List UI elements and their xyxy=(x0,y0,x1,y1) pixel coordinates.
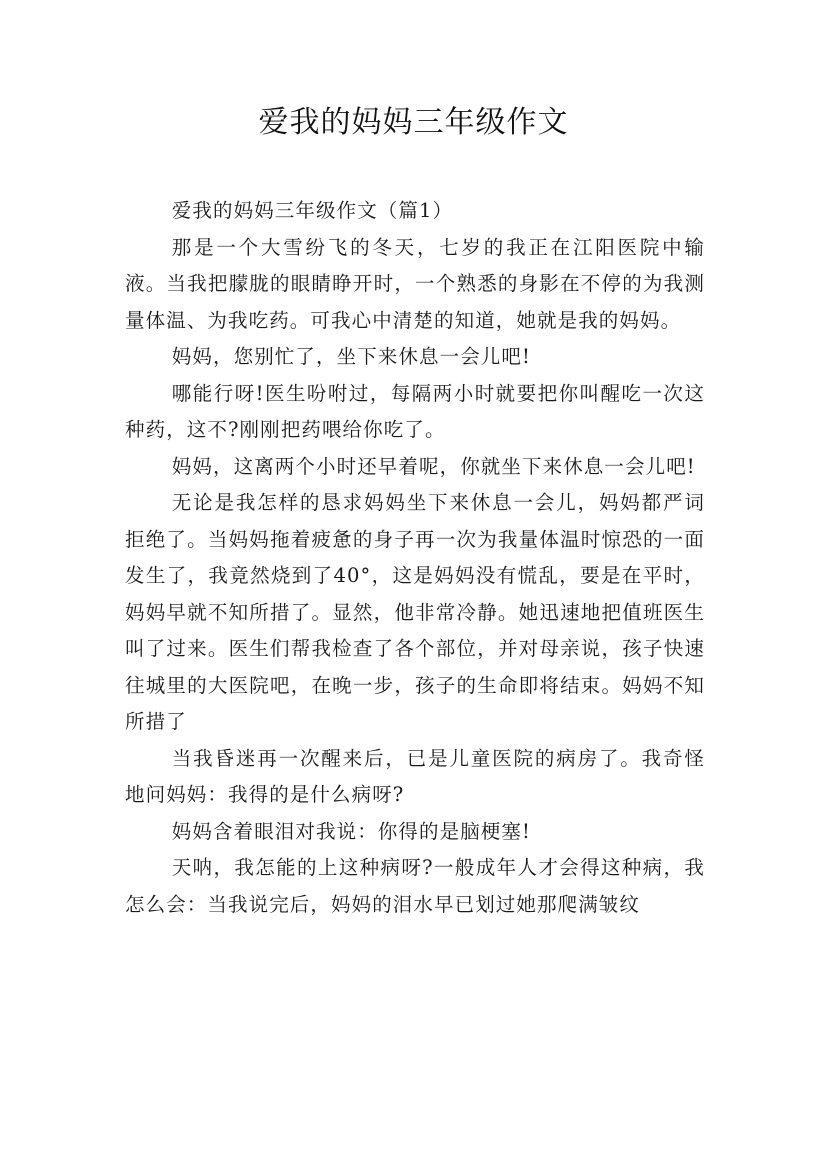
paragraph: 当我昏迷再一次醒来后，已是儿童医院的病房了。我奇怪地问妈妈：我得的是什么病呀? xyxy=(125,746,705,806)
paragraph: 妈妈含着眼泪对我说：你得的是脑梗塞! xyxy=(171,819,531,843)
document-title: 爱我的妈妈三年级作文 xyxy=(258,105,569,140)
paragraph: 妈妈，这离两个小时还早着呢，你就坐下来休息一会儿吧! xyxy=(171,454,696,478)
paragraph: 无论是我怎样的恳求妈妈坐下来休息一会儿，妈妈都严词拒绝了。当妈妈拖着疲惫的身子再一次为我量体温时惊恐的一面发生了，我竟然烧到了40°，这是妈妈没有慌乱，要是在平时，妈妈早就不知所措了。显然，他非常冷静。她迅速地把值班医生叫了过来。医生们帮我检查了各个部位，并对母亲说，孩子快速往城里的大医院吧，在晚一步，孩子的生命即将结束。妈妈不知所措了 xyxy=(125,491,705,733)
paragraph: 妈妈，您别忙了，坐下来休息一会儿吧! xyxy=(171,345,531,368)
paragraph: 天呐，我怎能的上这种病呀?一般成年人才会得这种病，我怎么会：当我说完后，妈妈的泪水早已划过她那爬满皱纹 xyxy=(125,856,705,916)
paragraph: 哪能行呀!医生吩咐过，每隔两小时就要把你叫醒吃一次这种药，这不?刚刚把药喂给你吃了。 xyxy=(125,381,705,441)
document-body xyxy=(125,193,705,923)
paragraph: 那是一个大雪纷飞的冬天，七岁的我正在江阳医院中输液。当我把朦胧的眼睛睁开时，一个熟悉的身影在不停的为我测量体温、为我吃药。可我心中清楚的知道，她就是我的妈妈。 xyxy=(125,235,705,332)
section-heading: 爱我的妈妈三年级作文（篇1） xyxy=(171,199,454,222)
